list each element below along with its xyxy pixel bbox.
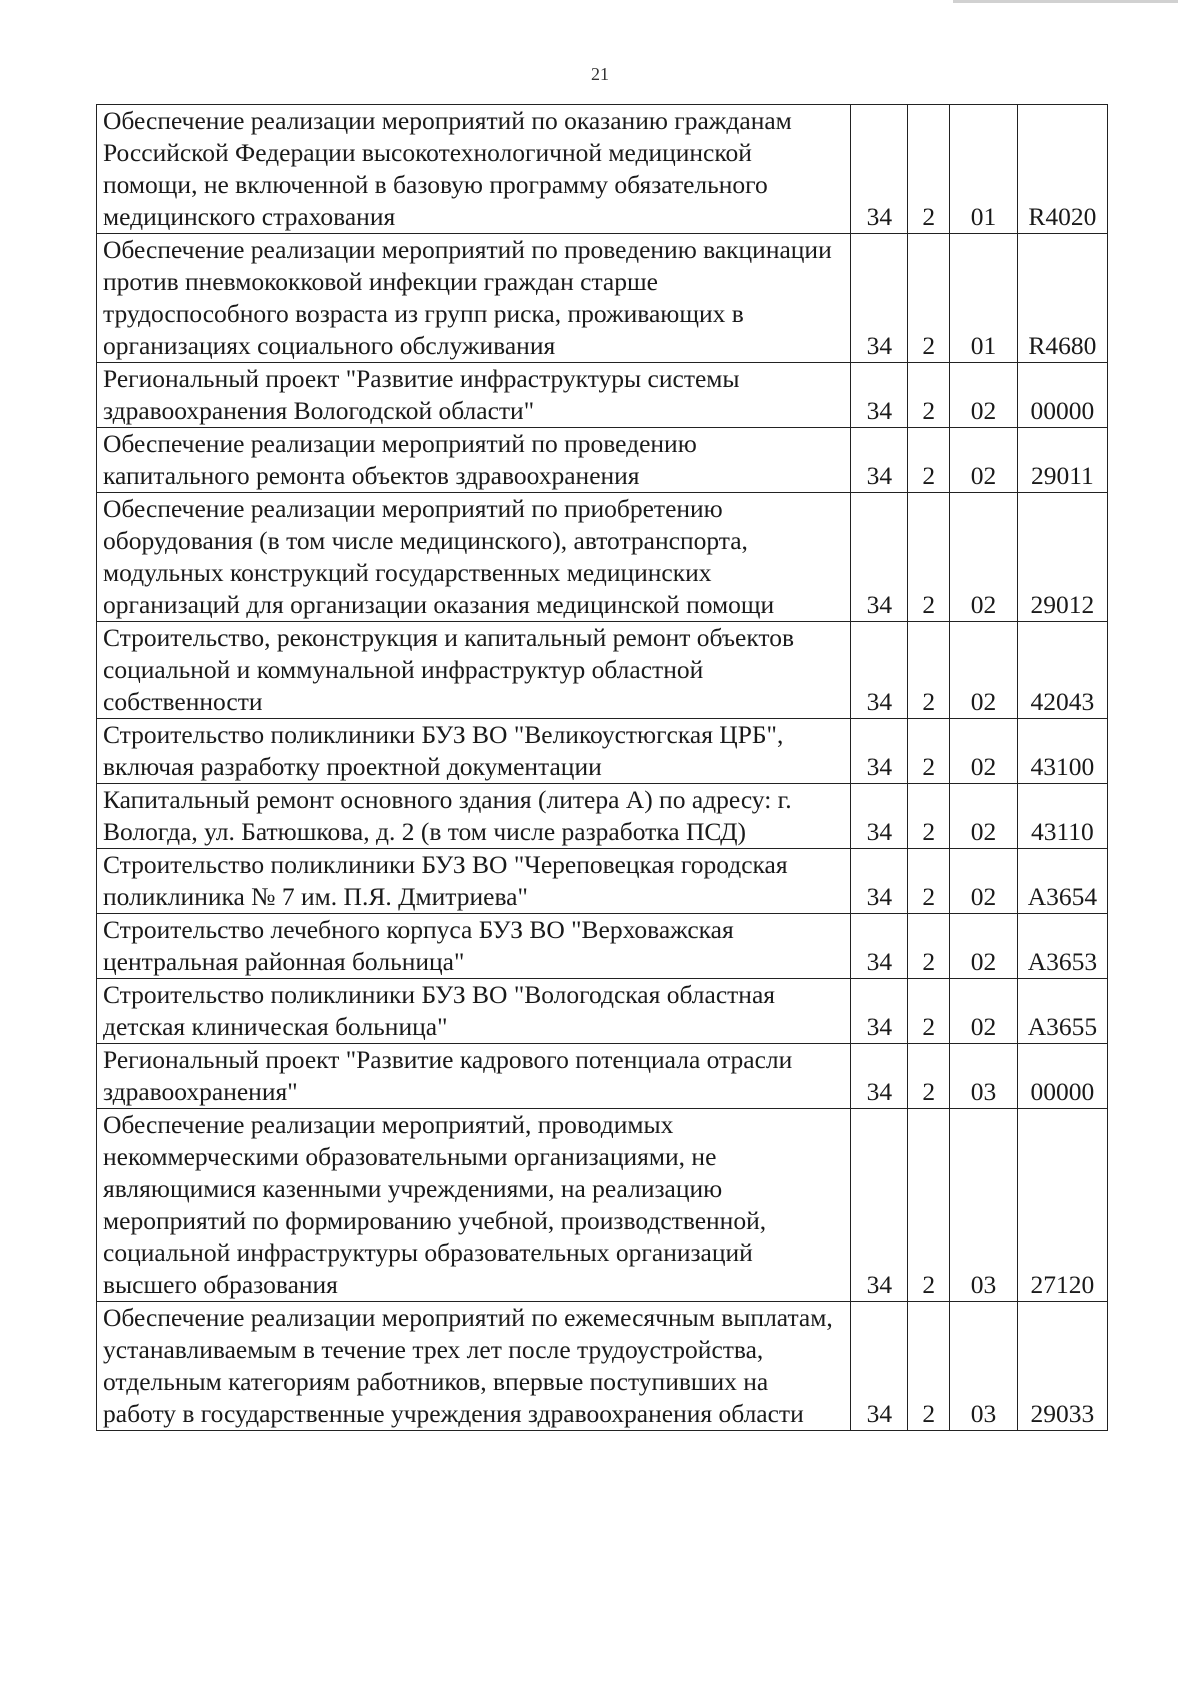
- direction-code-cell: 43100: [1017, 719, 1107, 784]
- project-code-cell: 03: [950, 1109, 1018, 1302]
- table-row: [97, 234, 1108, 363]
- program-code-cell: 34: [851, 1109, 908, 1302]
- program-code-cell: 34: [851, 849, 908, 914]
- direction-code-cell: 27120: [1017, 1109, 1107, 1302]
- table-row: [97, 1044, 1108, 1109]
- expense-name-cell: Строительство поликлиники БУЗ ВО "Великоустюгская ЦРБ", включая разработку проектной документации: [97, 719, 851, 784]
- subprogram-code-cell: 2: [908, 1302, 950, 1431]
- direction-code-cell: 00000: [1017, 363, 1107, 428]
- program-code-cell: 34: [851, 363, 908, 428]
- program-code-cell: 34: [851, 1302, 908, 1431]
- direction-code-cell: А3655: [1017, 979, 1107, 1044]
- project-code-cell: 02: [950, 979, 1018, 1044]
- direction-code-cell: 00000: [1017, 1044, 1107, 1109]
- project-code-cell: 02: [950, 493, 1018, 622]
- program-code-cell: 34: [851, 105, 908, 234]
- program-code-cell: 34: [851, 914, 908, 979]
- project-code-cell: 02: [950, 363, 1018, 428]
- expense-name-cell: Обеспечение реализации мероприятий по ежемесячным выплатам, устанавливаемым в течение трех лет после трудоустройства, отдельным категориям работников, впервые поступивших на работу в государственные учреждения здравоохранения области: [97, 1302, 851, 1431]
- subprogram-code-cell: 2: [908, 363, 950, 428]
- project-code-cell: 01: [950, 105, 1018, 234]
- subprogram-code-cell: 2: [908, 234, 950, 363]
- project-code-cell: 01: [950, 234, 1018, 363]
- subprogram-code-cell: 2: [908, 493, 950, 622]
- expense-name-cell: Строительство лечебного корпуса БУЗ ВО "Верховажская центральная районная больница": [97, 914, 851, 979]
- table-row: [97, 914, 1108, 979]
- project-code-cell: 02: [950, 719, 1018, 784]
- table-row: [97, 428, 1108, 493]
- project-code-cell: 03: [950, 1044, 1018, 1109]
- table-row: [97, 849, 1108, 914]
- direction-code-cell: А3654: [1017, 849, 1107, 914]
- table-row: [97, 979, 1108, 1044]
- table-row: [97, 493, 1108, 622]
- subprogram-code-cell: 2: [908, 1044, 950, 1109]
- subprogram-code-cell: 2: [908, 719, 950, 784]
- expense-name-cell: Строительство поликлиники БУЗ ВО "Вологодская областная детская клиническая больница": [97, 979, 851, 1044]
- subprogram-code-cell: 2: [908, 428, 950, 493]
- table-row: [97, 363, 1108, 428]
- program-code-cell: 34: [851, 428, 908, 493]
- expense-name-cell: Обеспечение реализации мероприятий по проведению капитального ремонта объектов здравоохранения: [97, 428, 851, 493]
- expense-name-cell: Обеспечение реализации мероприятий по оказанию гражданам Российской Федерации высокотехнологичной медицинской помощи, не включенной в базовую программу обязательного медицинского страхования: [97, 105, 851, 234]
- scan-edge-mark: [953, 0, 1178, 3]
- subprogram-code-cell: 2: [908, 105, 950, 234]
- table-body: [97, 105, 1108, 1431]
- direction-code-cell: 43110: [1017, 784, 1107, 849]
- direction-code-cell: 29011: [1017, 428, 1107, 493]
- direction-code-cell: R4680: [1017, 234, 1107, 363]
- subprogram-code-cell: 2: [908, 979, 950, 1044]
- table-row: [97, 1302, 1108, 1431]
- table-row: [97, 719, 1108, 784]
- subprogram-code-cell: 2: [908, 784, 950, 849]
- subprogram-code-cell: 2: [908, 914, 950, 979]
- project-code-cell: 02: [950, 914, 1018, 979]
- program-code-cell: 34: [851, 234, 908, 363]
- table-row: [97, 784, 1108, 849]
- direction-code-cell: 42043: [1017, 622, 1107, 719]
- subprogram-code-cell: 2: [908, 849, 950, 914]
- expense-name-cell: Обеспечение реализации мероприятий, проводимых некоммерческими образовательными организациями, не являющимися казенными учреждениями, на реализацию мероприятий по формированию учебной, производственной, социальной инфраструктуры образовательных организаций высшего образования: [97, 1109, 851, 1302]
- subprogram-code-cell: 2: [908, 622, 950, 719]
- program-code-cell: 34: [851, 979, 908, 1044]
- direction-code-cell: R4020: [1017, 105, 1107, 234]
- direction-code-cell: 29012: [1017, 493, 1107, 622]
- project-code-cell: 02: [950, 849, 1018, 914]
- program-code-cell: 34: [851, 784, 908, 849]
- expense-name-cell: Строительство, реконструкция и капитальный ремонт объектов социальной и коммунальной инфраструктур областной собственности: [97, 622, 851, 719]
- subprogram-code-cell: 2: [908, 1109, 950, 1302]
- table-row: [97, 622, 1108, 719]
- expense-name-cell: Капитальный ремонт основного здания (литера А) по адресу: г. Вологда, ул. Батюшкова, д. 2 (в том числе разработка ПСД): [97, 784, 851, 849]
- program-code-cell: 34: [851, 1044, 908, 1109]
- expense-name-cell: Обеспечение реализации мероприятий по приобретению оборудования (в том числе медицинского), автотранспорта, модульных конструкций государственных медицинских организаций для организации оказания медицинской помощи: [97, 493, 851, 622]
- expense-name-cell: Обеспечение реализации мероприятий по проведению вакцинации против пневмококковой инфекции граждан старше трудоспособного возраста из групп риска, проживающих в организациях социального обслуживания: [97, 234, 851, 363]
- page-number: 21: [591, 64, 609, 84]
- project-code-cell: 02: [950, 622, 1018, 719]
- table-row: [97, 105, 1108, 234]
- budget-classification-table: [96, 104, 1108, 1431]
- direction-code-cell: 29033: [1017, 1302, 1107, 1431]
- expense-name-cell: Региональный проект "Развитие кадрового потенциала отрасли здравоохранения": [97, 1044, 851, 1109]
- program-code-cell: 34: [851, 719, 908, 784]
- expense-name-cell: Строительство поликлиники БУЗ ВО "Череповецкая городская поликлиника № 7 им. П.Я. Дмитриева": [97, 849, 851, 914]
- expense-name-cell: Региональный проект "Развитие инфраструктуры системы здравоохранения Вологодской области": [97, 363, 851, 428]
- project-code-cell: 02: [950, 428, 1018, 493]
- project-code-cell: 02: [950, 784, 1018, 849]
- table-row: [97, 1109, 1108, 1302]
- direction-code-cell: А3653: [1017, 914, 1107, 979]
- program-code-cell: 34: [851, 493, 908, 622]
- program-code-cell: 34: [851, 622, 908, 719]
- project-code-cell: 03: [950, 1302, 1018, 1431]
